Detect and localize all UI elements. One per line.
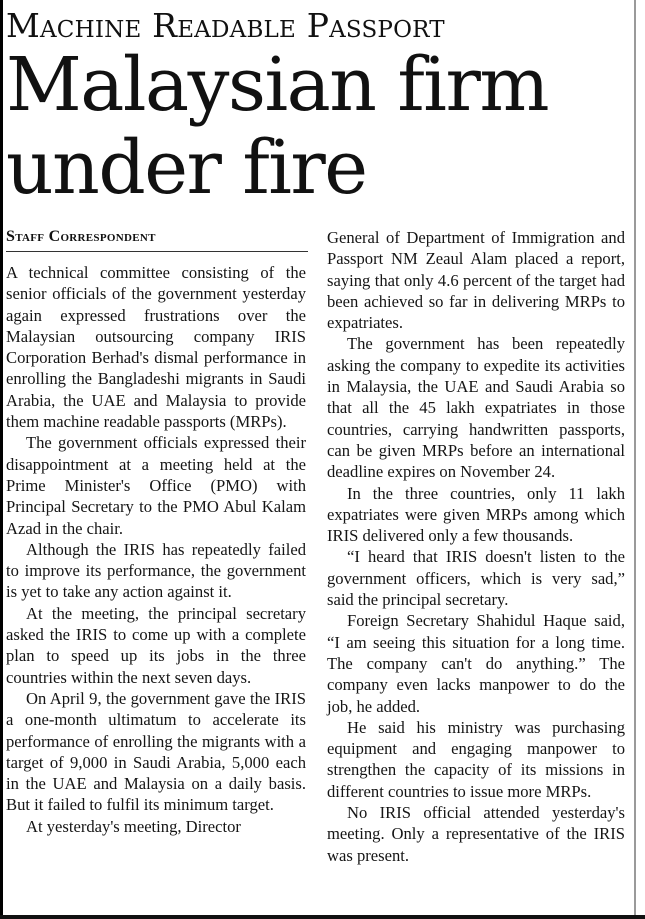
paragraph: “I heard that IRIS doesn't listen to the government officers, which is very sad,” said the principal secretary. <box>327 547 625 610</box>
paragraph: General of Department of Immigration and Passport NM Zeaul Alam placed a report, saying that only 4.6 percent of the target had been achieved so far in delivering MRPs to expatriates. <box>327 228 625 333</box>
paragraph: The government officials expressed their disappointment at a meeting held at the Prime Minister's Office (PMO) with Principal Secretary to the PMO Abul Kalam Azad in the chair. <box>6 433 306 538</box>
paragraph: No IRIS official attended yesterday's meeting. Only a representative of the IRIS was present. <box>327 803 625 865</box>
kicker-label: Machine Readable Passport <box>6 6 445 45</box>
column-right-rule <box>634 0 636 919</box>
paragraph: At yesterday's meeting, Director <box>26 816 241 836</box>
byline-rule <box>6 251 308 252</box>
paragraph: At the meeting, the principal secretary asked the IRIS to come up with a complete plan to speed up its jobs in the three countries within the next seven days. <box>6 603 306 687</box>
page-bottom-border <box>0 915 645 919</box>
paragraph: A technical committee consisting of the senior officials of the government yesterday again expressed frustrations over the Malaysian outsourcing company IRIS Corporation Berhad's dismal performance in enrolling the Bangladeshi migrants in Saudi Arabia, the UAE and Malaysia to provide them machine readable passports (MRPs). <box>6 263 306 432</box>
headline-line-2: under fire <box>6 125 367 211</box>
byline: Staff Correspondent <box>6 228 156 245</box>
headline-line-1: Malaysian firm <box>6 42 549 128</box>
paragraph: Foreign Secretary Shahidul Haque said, “I am seeing this situation for a long time. The company can't do anything.” The company even lacks manpower to do the job, he added. <box>327 611 625 716</box>
article-column-right <box>327 227 625 866</box>
article-column-left <box>6 262 306 837</box>
paragraph: On April 9, the government gave the IRIS a one-month ultimatum to accelerate its performance of enrolling the migrants with a target of 9,000 in Saudi Arabia, 5,000 each in the UAE and Malaysia on a daily basis. But it failed to fulfil its minimum target. <box>6 688 306 815</box>
paragraph: He said his ministry was purchasing equipment and engaging manpower to strengthen the capacity of its missions in different countries to issue more MRPs. <box>327 717 625 801</box>
paragraph: In the three countries, only 11 lakh expatriates were given MRPs among which IRIS delivered only a few thousands. <box>327 483 625 546</box>
paragraph: The government has been repeatedly asking the company to expedite its activities in Malaysia, the UAE and Saudi Arabia so that all the 45 lakh expatriates in those countries, carrying handwritten passports, can be given MRPs before an international deadline expires on November 24. <box>327 334 625 482</box>
headline <box>6 44 626 210</box>
page-left-border <box>0 0 3 919</box>
paragraph: Although the IRIS has repeatedly failed to improve its performance, the government is yet to take any action against it. <box>6 539 306 602</box>
